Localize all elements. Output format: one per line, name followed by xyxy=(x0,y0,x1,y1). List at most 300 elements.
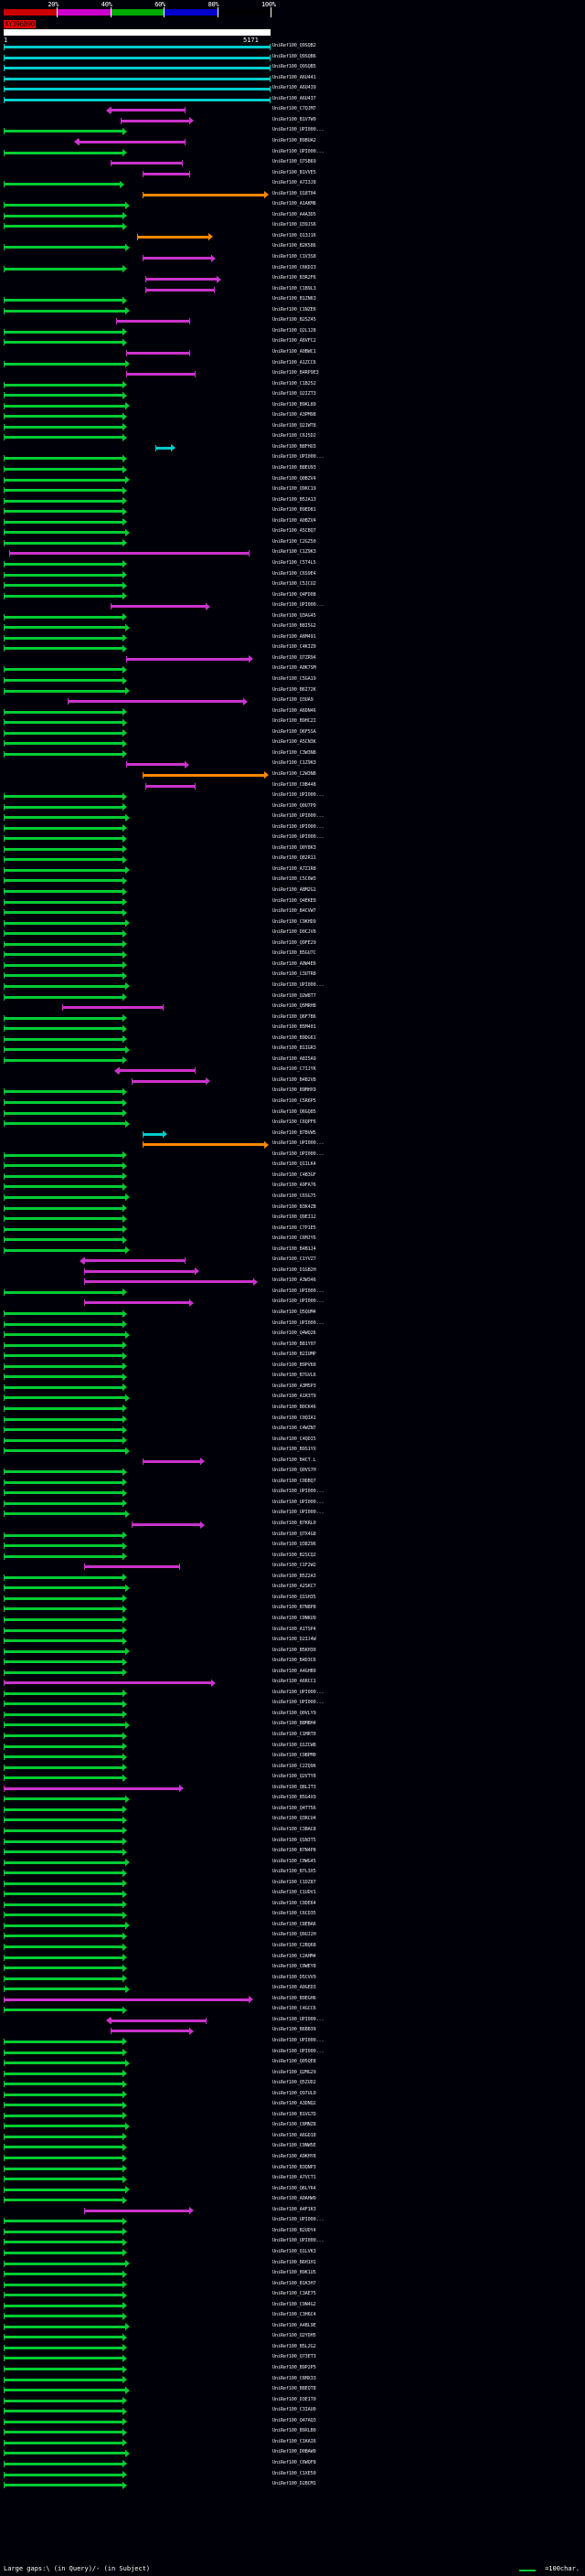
hit-subject-label[interactable]: UniRef100_B9XLB0 xyxy=(272,2428,316,2434)
hit-subject-label[interactable]: UniRef100_UPI000... xyxy=(272,1489,324,1495)
alignment-hit-bar[interactable] xyxy=(111,109,186,111)
hit-subject-label[interactable]: UniRef100_C2GZ50 xyxy=(272,538,316,545)
alignment-hit-bar[interactable] xyxy=(4,246,126,249)
alignment-hit-bar[interactable] xyxy=(4,1059,123,1062)
hit-subject-label[interactable]: UniRef100_B8MBH4 xyxy=(272,1721,316,1727)
alignment-hit-bar[interactable] xyxy=(4,1861,126,1864)
alignment-hit-bar[interactable] xyxy=(4,510,123,513)
alignment-hit-bar[interactable] xyxy=(4,732,123,735)
alignment-hit-bar[interactable] xyxy=(4,426,123,429)
alignment-hit-bar[interactable] xyxy=(4,2326,126,2328)
alignment-hit-bar[interactable] xyxy=(4,1038,123,1041)
alignment-hit-bar[interactable] xyxy=(4,489,123,492)
hit-subject-label[interactable]: UniRef100_C9N4G2 xyxy=(272,2301,316,2307)
alignment-hit-bar[interactable] xyxy=(4,2347,123,2349)
hit-subject-label[interactable]: UniRef100_C7QJM7 xyxy=(272,106,316,112)
hit-subject-label[interactable]: UniRef100_A3M5P3 xyxy=(272,1383,316,1389)
hit-subject-label[interactable]: UniRef100_Q05QE8 xyxy=(272,2059,316,2065)
alignment-hit-bar[interactable] xyxy=(4,1808,123,1811)
hit-subject-label[interactable]: UniRef100_Q5QUM4 xyxy=(272,1309,316,1315)
hit-subject-label[interactable]: UniRef100_Q7X4G8 xyxy=(272,1531,316,1537)
alignment-hit-bar[interactable] xyxy=(84,1565,180,1568)
hit-subject-label[interactable]: UniRef100_B7GVL6 xyxy=(272,1373,316,1379)
alignment-hit-bar[interactable] xyxy=(4,2305,123,2307)
hit-subject-label[interactable]: UniRef100_C1NZE6 xyxy=(272,306,316,313)
hit-subject-label[interactable]: UniRef100_B3QNP3 xyxy=(272,2164,316,2170)
alignment-hit-bar[interactable] xyxy=(4,932,123,935)
alignment-hit-bar[interactable] xyxy=(4,1312,123,1315)
hit-subject-label[interactable]: UniRef100_B4CT.L xyxy=(272,1457,316,1463)
hit-subject-label[interactable]: UniRef100_Q2IZT3 xyxy=(272,391,316,398)
alignment-hit-bar[interactable] xyxy=(4,1154,123,1157)
hit-subject-label[interactable]: UniRef100_B5GU7C xyxy=(272,950,316,957)
alignment-hit-bar[interactable] xyxy=(4,1196,126,1199)
hit-subject-label[interactable]: UniRef100_C6MNZ8 xyxy=(272,2122,316,2128)
alignment-hit-bar[interactable] xyxy=(4,2125,126,2127)
alignment-hit-bar[interactable] xyxy=(4,2284,123,2286)
hit-subject-label[interactable]: UniRef100_Q97UL0 xyxy=(272,2090,316,2096)
alignment-hit-bar[interactable] xyxy=(4,1892,123,1895)
hit-subject-label[interactable]: UniRef100_Q9SQB2 xyxy=(272,43,316,48)
alignment-hit-bar[interactable] xyxy=(4,468,123,471)
hit-subject-label[interactable]: UniRef100_C6S9E4 xyxy=(272,570,316,577)
alignment-hit-bar[interactable] xyxy=(4,2263,126,2265)
alignment-hit-bar[interactable] xyxy=(4,563,123,566)
hit-subject-label[interactable]: UniRef100_B1ZN63 xyxy=(272,296,316,302)
alignment-hit-bar[interactable] xyxy=(132,1523,201,1526)
alignment-hit-bar[interactable] xyxy=(79,141,186,143)
hit-subject-label[interactable]: UniRef100_C2AHM4 xyxy=(272,1953,316,1959)
alignment-hit-bar[interactable] xyxy=(4,2315,123,2317)
alignment-hit-bar[interactable] xyxy=(4,2051,123,2054)
alignment-hit-bar[interactable] xyxy=(4,1228,123,1231)
alignment-hit-bar[interactable] xyxy=(4,215,123,217)
hit-subject-label[interactable]: UniRef100_A3W346 xyxy=(272,1277,316,1284)
alignment-hit-bar[interactable] xyxy=(4,1882,123,1885)
alignment-hit-bar[interactable] xyxy=(4,2041,123,2043)
hit-subject-label[interactable]: UniRef100_Q47AQ3 xyxy=(272,2417,316,2423)
alignment-hit-bar[interactable] xyxy=(4,2431,123,2433)
alignment-hit-bar[interactable] xyxy=(4,679,123,682)
hit-subject-label[interactable]: UniRef100_Q3AG45 xyxy=(272,612,316,619)
alignment-hit-bar[interactable] xyxy=(4,943,123,946)
hit-subject-label[interactable]: UniRef100_C6MJY6 xyxy=(272,1235,316,1242)
hit-subject-label[interactable]: UniRef100_Q39JS6 xyxy=(272,222,316,228)
alignment-hit-bar[interactable] xyxy=(4,2484,123,2486)
hit-subject-label[interactable]: UniRef100_B5JA13 xyxy=(272,496,316,503)
hit-subject-label[interactable]: UniRef100_Q1ILK4 xyxy=(272,1161,316,1168)
hit-subject-label[interactable]: UniRef100_Q7ZR94 xyxy=(272,654,316,661)
hit-subject-label[interactable]: UniRef100_UPI000... xyxy=(272,1700,324,1706)
alignment-hit-bar[interactable] xyxy=(4,1776,123,1779)
alignment-hit-bar[interactable] xyxy=(4,99,271,101)
alignment-hit-bar[interactable] xyxy=(4,2389,126,2391)
hit-subject-label[interactable]: UniRef100_Q2MG29 xyxy=(272,2069,316,2075)
alignment-hit-bar[interactable] xyxy=(84,1259,186,1262)
alignment-hit-bar[interactable] xyxy=(4,1207,123,1210)
alignment-hit-bar[interactable] xyxy=(4,637,123,640)
alignment-hit-bar[interactable] xyxy=(4,1945,123,1948)
hit-subject-label[interactable]: UniRef100_B9ED81 xyxy=(272,507,316,514)
hit-subject-label[interactable]: UniRef100_B1V7W9 xyxy=(272,116,316,122)
hit-subject-label[interactable]: UniRef100_C1MRT0 xyxy=(272,1732,316,1737)
hit-subject-label[interactable]: UniRef100_C7P1E5 xyxy=(272,1224,316,1231)
alignment-hit-bar[interactable] xyxy=(4,574,123,577)
alignment-hit-bar[interactable] xyxy=(4,2115,123,2117)
alignment-hit-bar[interactable] xyxy=(4,2009,123,2011)
alignment-hit-bar[interactable] xyxy=(4,1618,123,1621)
hit-subject-label[interactable]: UniRef100_C6MX33 xyxy=(272,2375,316,2381)
hit-subject-label[interactable]: UniRef100_B8FHU3 xyxy=(272,443,316,450)
alignment-hit-bar[interactable] xyxy=(4,1354,123,1357)
hit-subject-label[interactable]: UniRef100_A9KHY8 xyxy=(272,2154,316,2159)
alignment-hit-bar[interactable] xyxy=(4,2072,123,2075)
hit-subject-label[interactable]: UniRef100_A1TSP4 xyxy=(272,1626,316,1632)
alignment-hit-bar[interactable] xyxy=(4,1481,123,1484)
hit-subject-label[interactable]: UniRef100_A6U441 xyxy=(272,74,316,80)
alignment-hit-bar[interactable] xyxy=(4,1122,126,1125)
hit-subject-label[interactable]: UniRef100_B8EU93 xyxy=(272,465,316,471)
alignment-hit-bar[interactable] xyxy=(4,1365,123,1368)
hit-subject-label[interactable]: UniRef100_Q9SQB6 xyxy=(272,53,316,59)
alignment-hit-bar[interactable] xyxy=(4,2157,123,2159)
alignment-hit-bar[interactable] xyxy=(4,1544,123,1547)
alignment-hit-bar[interactable] xyxy=(4,1396,126,1399)
alignment-hit-bar[interactable] xyxy=(4,1713,123,1716)
hit-subject-label[interactable]: UniRef100_C1XE50 xyxy=(272,2470,316,2476)
alignment-hit-bar[interactable] xyxy=(4,2357,123,2359)
alignment-hit-bar[interactable] xyxy=(4,67,271,69)
hit-subject-label[interactable]: UniRef100_A6VFC2 xyxy=(272,338,316,345)
alignment-hit-bar[interactable] xyxy=(4,1586,126,1589)
alignment-hit-bar[interactable] xyxy=(4,500,123,503)
alignment-hit-bar[interactable] xyxy=(4,879,123,882)
hit-subject-label[interactable]: UniRef100_B7KRL0 xyxy=(272,1521,316,1526)
alignment-hit-bar[interactable] xyxy=(126,373,196,376)
hit-subject-label[interactable]: UniRef100_B9EGH6 xyxy=(272,1995,316,2001)
alignment-hit-bar[interactable] xyxy=(4,542,123,545)
alignment-hit-bar[interactable] xyxy=(4,616,123,619)
alignment-hit-bar[interactable] xyxy=(4,268,123,270)
alignment-hit-bar[interactable] xyxy=(4,1291,123,1294)
alignment-hit-bar[interactable] xyxy=(4,1702,123,1705)
alignment-hit-bar[interactable] xyxy=(4,1797,126,1800)
hit-subject-label[interactable]: UniRef100_B1VG7D xyxy=(272,2111,316,2117)
hit-subject-label[interactable]: UniRef100_C6SG75 xyxy=(272,1193,316,1199)
hit-subject-label[interactable]: UniRef100_C2BQ68 xyxy=(272,1943,316,1948)
alignment-hit-bar[interactable] xyxy=(4,721,123,724)
alignment-hit-bar[interactable] xyxy=(4,1502,123,1505)
alignment-hit-bar[interactable] xyxy=(116,320,191,323)
alignment-hit-bar[interactable] xyxy=(4,2410,123,2412)
alignment-hit-bar[interactable] xyxy=(4,436,123,439)
alignment-hit-bar[interactable] xyxy=(4,2189,126,2191)
alignment-hit-bar[interactable] xyxy=(4,1470,123,1473)
hit-subject-label[interactable]: UniRef100_C0QIA1 xyxy=(272,1415,316,1421)
alignment-hit-bar[interactable] xyxy=(4,858,123,861)
hit-subject-label[interactable]: UniRef100_B3R2F6 xyxy=(272,275,316,281)
alignment-hit-bar[interactable] xyxy=(4,1639,123,1642)
alignment-hit-bar[interactable] xyxy=(4,1935,123,1937)
alignment-hit-bar[interactable] xyxy=(4,1913,123,1916)
alignment-hit-bar[interactable] xyxy=(143,257,212,260)
hit-subject-label[interactable]: UniRef100_B8I5G2 xyxy=(272,623,316,630)
alignment-hit-bar[interactable] xyxy=(126,658,249,661)
hit-subject-label[interactable]: UniRef100_B4D3C6 xyxy=(272,1658,316,1664)
alignment-hit-bar[interactable] xyxy=(4,299,123,302)
hit-subject-label[interactable]: UniRef100_A0W4E6 xyxy=(272,960,316,967)
alignment-hit-bar[interactable] xyxy=(4,996,123,999)
hit-subject-label[interactable]: UniRef100_A5CBQ7 xyxy=(272,528,316,535)
hit-subject-label[interactable]: UniRef100_B5Z2A3 xyxy=(272,1573,316,1579)
hit-subject-label[interactable]: UniRef100_UPI000... xyxy=(272,454,324,461)
alignment-hit-bar[interactable] xyxy=(4,1090,123,1093)
alignment-hit-bar[interactable] xyxy=(4,1988,126,1990)
hit-subject-label[interactable]: UniRef100_A0BWC1 xyxy=(272,348,316,355)
alignment-hit-bar[interactable] xyxy=(4,1175,123,1178)
hit-subject-label[interactable]: UniRef100_B1VVE5 xyxy=(272,169,316,175)
hit-subject-label[interactable]: UniRef100_B2SZ45 xyxy=(272,317,316,323)
hit-subject-label[interactable]: UniRef100_Q73ET3 xyxy=(272,2354,316,2360)
alignment-hit-bar[interactable] xyxy=(4,668,123,671)
hit-subject-label[interactable]: UniRef100_UPI000... xyxy=(272,813,324,820)
hit-subject-label[interactable]: UniRef100_Q2YDH5 xyxy=(272,2333,316,2339)
alignment-hit-bar[interactable] xyxy=(4,531,126,534)
alignment-hit-bar[interactable] xyxy=(4,1534,123,1537)
hit-subject-label[interactable]: UniRef100_C4GCC6 xyxy=(272,2006,316,2012)
alignment-hit-bar[interactable] xyxy=(4,2136,123,2138)
alignment-hit-bar[interactable] xyxy=(4,1027,123,1030)
alignment-hit-bar[interactable] xyxy=(4,1164,123,1167)
hit-subject-label[interactable]: UniRef100_C4QDI5 xyxy=(272,1436,316,1442)
hit-subject-label[interactable]: UniRef100_B2UDY4 xyxy=(272,2227,316,2233)
hit-subject-label[interactable]: UniRef100_A6M491 xyxy=(272,633,316,640)
hit-subject-label[interactable]: UniRef100_A3PM98 xyxy=(272,412,316,419)
hit-subject-label[interactable]: UniRef100_D0BAW9 xyxy=(272,2449,316,2455)
hit-subject-label[interactable]: UniRef100_UPI000... xyxy=(272,1320,324,1326)
alignment-hit-bar[interactable] xyxy=(4,1734,123,1737)
hit-subject-label[interactable]: UniRef100_Q2L128 xyxy=(272,327,316,334)
hit-subject-label[interactable]: UniRef100_C1B252 xyxy=(272,380,316,387)
alignment-hit-bar[interactable] xyxy=(4,1238,123,1241)
hit-subject-label[interactable]: UniRef100_A4F1K3 xyxy=(272,2206,316,2212)
hit-subject-label[interactable]: UniRef100_Q4FD08 xyxy=(272,591,316,598)
hit-subject-label[interactable]: UniRef100_B9PV60 xyxy=(272,1362,316,1368)
alignment-hit-bar[interactable] xyxy=(4,953,123,956)
alignment-hit-bar[interactable] xyxy=(4,1966,123,1969)
hit-subject-label[interactable]: UniRef100_Q0BZV4 xyxy=(272,475,316,482)
hit-subject-label[interactable]: UniRef100_C4B3GF xyxy=(272,1171,316,1178)
alignment-hit-bar[interactable] xyxy=(62,1006,164,1009)
alignment-hit-bar[interactable] xyxy=(4,584,123,587)
hit-subject-label[interactable]: UniRef100_Q0VS7H xyxy=(272,1468,316,1474)
alignment-hit-bar[interactable] xyxy=(4,1333,126,1336)
hit-subject-label[interactable]: UniRef100_Q38Z96 xyxy=(272,1542,316,1548)
alignment-hit-bar[interactable] xyxy=(4,363,126,366)
hit-subject-label[interactable]: UniRef100_UPI000... xyxy=(272,1499,324,1505)
hit-subject-label[interactable]: UniRef100_C8EBA6 xyxy=(272,1921,316,1927)
hit-subject-label[interactable]: UniRef100_Q3RCU4 xyxy=(272,1816,316,1822)
hit-subject-label[interactable]: UniRef100_Q1N3T5 xyxy=(272,1837,316,1843)
hit-subject-label[interactable]: UniRef100_C3UTR8 xyxy=(272,971,316,978)
hit-subject-label[interactable]: UniRef100_C0WEY8 xyxy=(272,1964,316,1970)
hit-subject-label[interactable]: UniRef100_C2W3N8 xyxy=(272,770,316,777)
hit-subject-label[interactable]: UniRef100_D3E1T0 xyxy=(272,2396,316,2402)
hit-subject-label[interactable]: UniRef100_UPI000... xyxy=(272,127,324,133)
alignment-hit-bar[interactable] xyxy=(4,1555,123,1558)
alignment-hit-bar[interactable] xyxy=(4,806,123,809)
alignment-hit-bar[interactable] xyxy=(4,1048,126,1051)
alignment-hit-bar[interactable] xyxy=(4,2083,123,2085)
hit-subject-label[interactable]: UniRef100_C0B448 xyxy=(272,781,316,788)
alignment-hit-bar[interactable] xyxy=(4,2463,123,2465)
alignment-hit-bar[interactable] xyxy=(137,236,209,239)
hit-subject-label[interactable]: UniRef100_Q13J16 xyxy=(272,232,316,239)
hit-subject-label[interactable]: UniRef100_B2K586 xyxy=(272,243,316,249)
hit-subject-label[interactable]: UniRef100_C6CD35 xyxy=(272,1911,316,1917)
hit-subject-label[interactable]: UniRef100_UPI000... xyxy=(272,2048,324,2054)
alignment-hit-bar[interactable] xyxy=(126,352,190,355)
hit-subject-label[interactable]: UniRef100_D0CJV8 xyxy=(272,929,316,936)
alignment-hit-bar[interactable] xyxy=(4,1017,123,1020)
alignment-hit-bar[interactable] xyxy=(84,1280,255,1283)
hit-subject-label[interactable]: UniRef100_UPI000... xyxy=(272,148,324,154)
hit-subject-label[interactable]: UniRef100_A0BZV4 xyxy=(272,517,316,524)
hit-subject-label[interactable]: UniRef100_B1IGR3 xyxy=(272,1045,316,1052)
alignment-hit-bar[interactable] xyxy=(143,173,191,175)
hit-subject-label[interactable]: UniRef100_C1Z9K3 xyxy=(272,549,316,556)
alignment-hit-bar[interactable] xyxy=(4,869,126,872)
alignment-hit-bar[interactable] xyxy=(4,2168,123,2170)
hit-subject-label[interactable]: UniRef100_A6DN46 xyxy=(272,707,316,714)
alignment-hit-bar[interactable] xyxy=(4,1386,123,1389)
alignment-hit-bar[interactable] xyxy=(4,1323,123,1326)
alignment-hit-bar[interactable] xyxy=(121,120,190,122)
hit-subject-label[interactable]: UniRef100_UPI000... xyxy=(272,1150,324,1157)
hit-subject-label[interactable]: UniRef100_B5KH30 xyxy=(272,1647,316,1653)
hit-subject-label[interactable]: UniRef100_C9NW5E xyxy=(272,2143,316,2149)
alignment-hit-bar[interactable] xyxy=(4,2442,123,2444)
hit-subject-label[interactable]: UniRef100_Q9KC19 xyxy=(272,486,316,493)
alignment-hit-bar[interactable] xyxy=(4,2220,123,2222)
hit-subject-label[interactable]: UniRef100_Q4WQ26 xyxy=(272,1330,316,1337)
alignment-hit-bar[interactable] xyxy=(84,1270,197,1273)
hit-subject-label[interactable]: UniRef100_A9FA76 xyxy=(272,1182,316,1189)
alignment-hit-bar[interactable] xyxy=(4,2231,123,2233)
alignment-hit-bar[interactable] xyxy=(4,626,126,629)
hit-subject-label[interactable]: UniRef100_UPI000... xyxy=(272,1140,324,1147)
alignment-hit-bar[interactable] xyxy=(4,2474,123,2476)
alignment-hit-bar[interactable] xyxy=(126,763,185,766)
hit-subject-label[interactable]: UniRef100_A0GED3 xyxy=(272,1985,316,1991)
alignment-hit-bar[interactable] xyxy=(4,152,123,154)
hit-subject-label[interactable]: UniRef100_Q9SQB5 xyxy=(272,64,316,70)
hit-subject-label[interactable]: UniRef100_C1KAI6 xyxy=(272,2438,316,2444)
hit-subject-label[interactable]: UniRef100_Q0VLY9 xyxy=(272,1710,316,1716)
alignment-hit-bar[interactable] xyxy=(145,785,196,788)
alignment-hit-bar[interactable] xyxy=(4,2294,123,2296)
hit-subject-label[interactable]: UniRef100_D2BCM1 xyxy=(272,2481,316,2487)
alignment-hit-bar[interactable] xyxy=(4,384,123,387)
alignment-hit-bar[interactable] xyxy=(4,1491,123,1494)
hit-subject-label[interactable]: UniRef100_Q1LVK3 xyxy=(272,2248,316,2254)
alignment-hit-bar[interactable] xyxy=(4,1597,123,1600)
alignment-hit-bar[interactable] xyxy=(143,194,265,196)
hit-subject-label[interactable]: UniRef100_C6QPF6 xyxy=(272,1119,316,1126)
alignment-hit-bar[interactable] xyxy=(4,1101,123,1104)
hit-subject-label[interactable]: UniRef100_UPI000... xyxy=(272,1299,324,1305)
alignment-hit-bar[interactable] xyxy=(4,711,123,714)
hit-subject-label[interactable]: UniRef100_B6H1H1 xyxy=(272,2259,316,2265)
alignment-hit-bar[interactable] xyxy=(145,278,218,281)
alignment-hit-bar[interactable] xyxy=(132,1080,207,1083)
alignment-hit-bar[interactable] xyxy=(4,1112,123,1115)
alignment-hit-bar[interactable] xyxy=(4,911,123,914)
alignment-hit-bar[interactable] xyxy=(4,1249,126,1252)
hit-subject-label[interactable]: UniRef100_UPI000... xyxy=(272,602,324,609)
hit-subject-label[interactable]: UniRef100_A1ZCC6 xyxy=(272,359,316,366)
hit-subject-label[interactable]: UniRef100_UPI000... xyxy=(272,1288,324,1294)
alignment-hit-bar[interactable] xyxy=(4,183,121,186)
hit-subject-label[interactable]: UniRef100_C1Z9K3 xyxy=(272,760,316,767)
hit-subject-label[interactable]: UniRef100_C3H6C4 xyxy=(272,2312,316,2318)
hit-subject-label[interactable]: UniRef100_B6BB39 xyxy=(272,2027,316,2033)
alignment-hit-bar[interactable] xyxy=(4,1375,123,1378)
hit-subject-label[interactable]: UniRef100_B7N8P8 xyxy=(272,1605,316,1611)
hit-subject-label[interactable]: UniRef100_Q1ZCW8 xyxy=(272,1742,316,1748)
alignment-hit-bar[interactable] xyxy=(4,1903,123,1906)
alignment-hit-bar[interactable] xyxy=(4,1755,123,1758)
alignment-hit-bar[interactable] xyxy=(4,1723,126,1726)
hit-subject-label[interactable]: UniRef100_C0DBQ7 xyxy=(272,1478,316,1484)
hit-subject-label[interactable]: UniRef100_A4GHB9 xyxy=(272,1668,316,1674)
alignment-hit-bar[interactable] xyxy=(143,1133,164,1136)
hit-subject-label[interactable]: UniRef100_C9KHD9 xyxy=(272,918,316,925)
alignment-hit-bar[interactable] xyxy=(4,2094,123,2096)
hit-subject-label[interactable]: UniRef100_A6U439 xyxy=(272,85,316,91)
hit-subject-label[interactable]: UniRef100_C0WG45 xyxy=(272,1858,316,1864)
hit-subject-label[interactable]: UniRef100_Q4TT56 xyxy=(272,1805,316,1811)
hit-subject-label[interactable]: UniRef100_C1YVZ7 xyxy=(272,1256,316,1263)
hit-subject-label[interactable]: UniRef100_A2SKC7 xyxy=(272,1584,316,1590)
hit-subject-label[interactable]: UniRef100_A7Z1R8 xyxy=(272,865,316,872)
hit-subject-label[interactable]: UniRef100_C1F2W2 xyxy=(272,1563,316,1569)
alignment-hit-bar[interactable] xyxy=(4,827,123,830)
alignment-hit-bar[interactable] xyxy=(4,1650,126,1653)
alignment-hit-bar[interactable] xyxy=(4,2379,123,2381)
alignment-hit-bar[interactable] xyxy=(4,1217,123,1220)
alignment-hit-bar[interactable] xyxy=(145,289,215,292)
hit-subject-label[interactable]: UniRef100_C7IJYK xyxy=(272,1066,316,1073)
hit-subject-label[interactable]: UniRef100_Q18T04 xyxy=(272,190,316,196)
alignment-hit-bar[interactable] xyxy=(4,595,123,598)
alignment-hit-bar[interactable] xyxy=(4,57,271,59)
alignment-hit-bar[interactable] xyxy=(111,2019,207,2022)
hit-subject-label[interactable]: UniRef100_C1DZ87 xyxy=(272,1879,316,1885)
alignment-hit-bar[interactable] xyxy=(143,774,265,777)
hit-subject-label[interactable]: UniRef100_B5M401 xyxy=(272,1024,316,1031)
hit-subject-label[interactable]: UniRef100_B9P2P5 xyxy=(272,2365,316,2370)
alignment-hit-bar[interactable] xyxy=(4,964,123,967)
alignment-hit-bar[interactable] xyxy=(4,1871,123,1874)
alignment-hit-bar[interactable] xyxy=(4,2273,123,2275)
alignment-hit-bar[interactable] xyxy=(4,795,123,798)
alignment-hit-bar[interactable] xyxy=(4,1681,212,1684)
alignment-hit-bar[interactable] xyxy=(4,985,126,988)
hit-subject-label[interactable]: UniRef100_Q9EI12 xyxy=(272,1214,316,1221)
alignment-hit-bar[interactable] xyxy=(68,700,244,703)
alignment-hit-bar[interactable] xyxy=(4,2421,123,2423)
